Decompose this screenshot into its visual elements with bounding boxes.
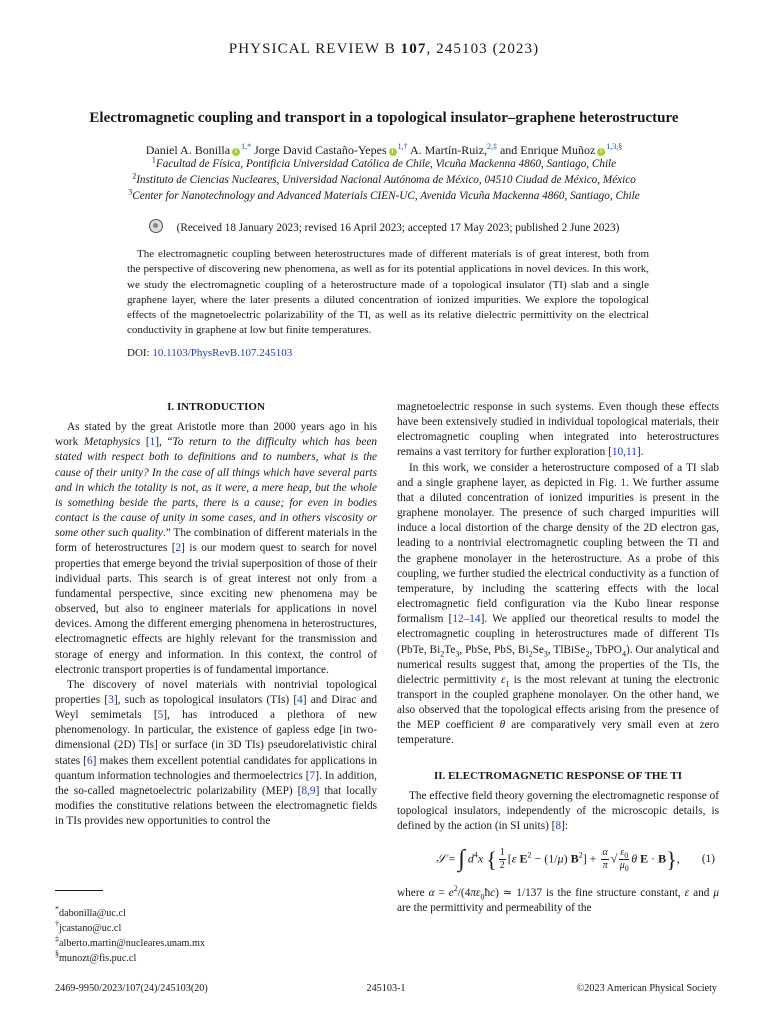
citation-link[interactable]: 8 bbox=[555, 820, 562, 833]
body-paragraph: The discovery of novel materials with nontrivial topological properties [3], such as topological insulators (TIs) [4] and Dirac and Weyl semimetals [5], has introduced a plethora of new phenomenology. In particular, the existence of gapless edge [in two-dimensional (2D) TIs] or surface (in 3D TIs) pseudorelativistic chiral states [6] makes them excellent potential candidates for applications in quantum information technologies and thermoelectrics [7]. In addition, the so-called magnetoelectric polarizability (MEP) [8,9] that locally modifies the constitutive relations between the electromagnetic fields in TIs provides new opportunities to control the bbox=[55, 678, 378, 828]
footnote: †jcastano@uc.cl bbox=[55, 919, 122, 934]
right-column bbox=[397, 400, 719, 917]
orcid-icon[interactable]: i bbox=[232, 148, 240, 156]
received-dates: (Received 18 January 2023; revised 16 April 2023; accepted 17 May 2023; published 2 June 2023) bbox=[40, 219, 728, 234]
copyright: ©2023 American Physical Society bbox=[576, 983, 717, 994]
orcid-icon[interactable]: i bbox=[389, 148, 397, 156]
left-column bbox=[55, 400, 377, 829]
affiliation: $^3$Center for Nanotechnology and Advanced Materials CIEN-UC, Avenida Vicuña Mackenna 4860, Santiago, Chile bbox=[128, 187, 640, 202]
citation-link[interactable]: 2 bbox=[175, 542, 182, 555]
citation-link[interactable]: 7 bbox=[309, 769, 316, 782]
doi-line bbox=[127, 347, 292, 359]
author-affiliation-mark[interactable]: 1,* bbox=[241, 142, 252, 151]
author-connector: and bbox=[499, 143, 518, 157]
citation-link[interactable]: 3 bbox=[108, 693, 114, 706]
affiliation: $^1$Facultad de Física, Pontificia Universidad Católica de Chile, Vicuña Mackenna 4860, Santiago, Chile bbox=[151, 155, 617, 170]
author-list bbox=[40, 143, 728, 158]
author-name: Enrique Muñoz bbox=[520, 143, 596, 157]
equation: 𝒮 = ∫ $d^4x$ { $\frac{1}{2}$ [ε $E^2 - (1/\mu) B^2$] + $\frac{\alpha}{\pi}$ √ $\frac{\varepsilon_0}{\mu_0}$ θ E · B}, (1) bbox=[436, 845, 715, 873]
orcid-icon[interactable]: i bbox=[597, 148, 605, 156]
abstract: The electromagnetic coupling between heterostructures made of different materials is of great interest, both from the perspective of discovering new phenomena, as well as for its potential applications in novel devices. In this work, we study the electromagnetic coupling of a heterostructure made of a topological insulator (TI) slab and a single graphene layer, where the later presents a diluted concentration of ionized impurities. We explore the topological effects of the magnetoelectric polarizability of the TI, as well as its relative dielectric permittivity on the electrical conductivity in graphene at low but finite temperatures. bbox=[127, 248, 649, 337]
citation-link[interactable]: 12–14 bbox=[452, 613, 481, 626]
author-name: A. Martín-Ruiz, bbox=[409, 143, 487, 157]
author-name: Jorge David Castaño-Yepes bbox=[254, 143, 387, 157]
section-heading: II. ELECTROMAGNETIC RESPONSE OF THE TI bbox=[434, 769, 682, 782]
journal-header bbox=[0, 41, 768, 58]
body-paragraph: In this work, we consider a heterostructure composed of a TI slab and a single graphene layer, as depicted in Fig. 1. We further assume that a diluted concentration of ionized impurities is present in the graphene monolayer. The presence of such charged impurities will induce a local distortion of the charge density of the 2D electron gas, leading to a nontrivial electromagnetic coupling between the TI and the graphene monolayer in the heterostructure. As a probe of this coupling, we further studied the electrical conductivity as a function of temperature, by including the scattering effects with the local electromagnetic field configuration via the Kubo linear response formalism [12–14]. We applied our theoretical results to model the electromagnetic coupling in heterostructures made of different TIs (PbTe, $Bi_2Te_3$, PbSe, PbS, $Bi_2Se_3$, TlBiSe$_2$, TbPO$_4$). Our analytical and numerical results suggest that, among the properties of the TIs, the dielectric permittivity $\varepsilon_1$ is the most relevant at tuning the electronic transport in the coupled graphene monolayer. On the other hand, we also observed that the topological effects arising from the presence of the MEP coefficient θ are comparatively very small even at zero temperature. bbox=[397, 461, 720, 747]
footnote: *dabonilla@uc.cl bbox=[55, 904, 126, 919]
footnote: ‡alberto.martin@nucleares.unam.mx bbox=[55, 934, 206, 949]
body-paragraph: The effective field theory governing the electromagnetic response of topological insulators, independently of the microscopic details, is defined by the action (in SI units) [8]: bbox=[397, 789, 719, 833]
section-heading: I. INTRODUCTION bbox=[167, 401, 265, 413]
author-name: Daniel A. Bonilla bbox=[145, 143, 231, 157]
citation-link[interactable]: 4 bbox=[297, 693, 303, 706]
doi-label: DOI: bbox=[127, 347, 150, 359]
citation-link[interactable]: 6 bbox=[86, 754, 93, 767]
paper-title: Electromagnetic coupling and transport in a topological insulator–graphene heterostructure bbox=[89, 110, 679, 126]
footnote-rule bbox=[55, 890, 103, 891]
body-paragraph: As stated by the great Aristotle more than 2000 years ago in his work Metaphysics [1], “To return to the difficulty which has been stated with respect both to definitions and to numbers, what is the cause of their unity? In the case of all things which have several parts and in which the totality is not, as it were, a mere heap, but the whole is something beside the parts, there is a cause; for even in bodies contact is the cause of unity in some cases, and in others viscosity or some other such quality.” The combination of different materials in the form of heterostructures [2] is our modern quest to search for novel properties that emerge beyond the trivial superposition of those of their individual parts. This search is of great interest not only from a fundamental perspective, since exciting new phenomena may be observed, but also to engineer materials for applications in novel devices. Among the different emerging phenomena in heterostructures, electromagnetic effects are highly relevant for the transmission and storage of energy and information. In this context, the control of electronic transport properties is of fundamental importance. bbox=[55, 421, 378, 676]
crossmark-icon[interactable] bbox=[149, 219, 163, 233]
footnotes bbox=[55, 906, 377, 966]
citation-link[interactable]: 5 bbox=[157, 709, 164, 722]
citation-link[interactable]: 8,9 bbox=[301, 784, 316, 797]
author-affiliation-mark[interactable]: 1,† bbox=[397, 142, 408, 151]
body-paragraph: where $\alpha = e^2/(4\pi\varepsilon_0ħc)$ ≃ 1/137 is the fine structure constant, ε and μ are the permittivity and permeability of the bbox=[397, 884, 720, 915]
author-affiliation-mark[interactable]: 2,‡ bbox=[486, 142, 497, 151]
article-info: , 245103 (2023) bbox=[426, 41, 540, 57]
affiliation: $^2$Instituto de Ciencias Nucleares, Universidad Nacional Autónoma de México, 04510 Ciudad de México, México bbox=[132, 171, 636, 186]
citation-link[interactable]: 10,11 bbox=[611, 446, 637, 459]
doi-link[interactable]: 10.1103/PhysRevB.107.245103 bbox=[152, 347, 293, 359]
journal-volume: 107 bbox=[400, 41, 427, 57]
citation-link[interactable]: 1 bbox=[149, 436, 156, 449]
page-number: 245103-1 bbox=[366, 983, 406, 994]
figure-link[interactable]: 1 bbox=[620, 476, 627, 489]
footnote: §munozt@fis.puc.cl bbox=[55, 949, 137, 964]
body-paragraph: magnetoelectric response in such systems. Even though these effects have been extensively studied in individual topological materials, their electromagnetic coupling when integrated into heterostructures remains a vast territory for further exploration [10,11]. bbox=[397, 401, 719, 459]
equation-number: (1) bbox=[701, 853, 715, 866]
journal-name: PHYSICAL REVIEW B bbox=[228, 41, 396, 57]
author-affiliation-mark[interactable]: 1,3,§ bbox=[606, 142, 623, 151]
issn-code: 2469-9950/2023/107(24)/245103(20) bbox=[55, 983, 208, 994]
